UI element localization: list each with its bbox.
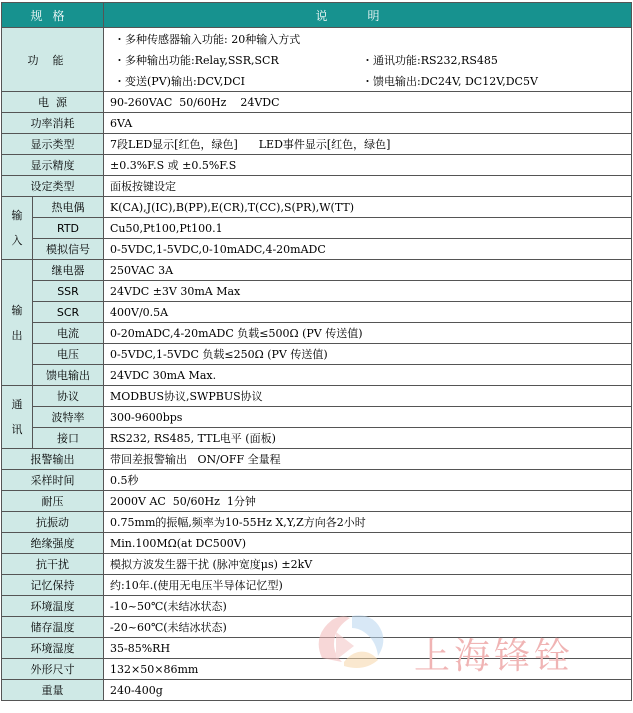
table-row: [2, 302, 632, 323]
row-label: 接口: [33, 428, 104, 449]
row-label: 协议: [33, 386, 104, 407]
row-value: 400V/0.5A: [104, 302, 632, 323]
row-value: 90-260VAC 50/60Hz 24VDC: [104, 92, 632, 113]
table-row: [2, 596, 632, 617]
row-label: RTD: [33, 218, 104, 239]
row-value: MODBUS协议,SWPBUS协议: [104, 386, 632, 407]
table-row: [2, 428, 632, 449]
table-row: [2, 92, 632, 113]
row-value: 0-5VDC,1-5VDC 负载≤250Ω (PV 传送值): [104, 344, 632, 365]
row-label: 绝缘强度: [2, 533, 104, 554]
table-row: [2, 470, 632, 491]
function-line-2-right: ・通讯功能:RS232,RS485: [362, 53, 498, 67]
watermark-text: 上海锋铨: [414, 636, 575, 677]
row-value: 300-9600bps: [104, 407, 632, 428]
table-row: [2, 680, 632, 701]
header-spec: 规格: [2, 3, 104, 28]
row-label: 继电器: [33, 260, 104, 281]
comm-group-label: 通 讯: [2, 386, 33, 449]
row-label: 环境湿度: [2, 638, 104, 659]
function-value: [104, 28, 632, 92]
row-label: 外形尺寸: [2, 659, 104, 680]
row-value: Min.100MΩ(at DC500V): [104, 533, 632, 554]
row-label: 电压: [33, 344, 104, 365]
table-row: [2, 218, 632, 239]
row-value: K(CA),J(IC),B(PP),E(CR),T(CC),S(PR),W(TT): [104, 197, 632, 218]
table-row: [2, 134, 632, 155]
row-value: 7段LED显示[红色，绿色] LED事件显示[红色，绿色]: [104, 134, 632, 155]
function-label: 功能: [2, 28, 104, 92]
row-value: 0-20mADC,4-20mADC 负载≤500Ω (PV 传送值): [104, 323, 632, 344]
row-value: 2000V AC 50/60Hz 1分钟: [104, 491, 632, 512]
table-row: [2, 281, 632, 302]
row-label: 功率消耗: [2, 113, 104, 134]
row-label: 抗振动: [2, 512, 104, 533]
table-row: [2, 386, 632, 407]
row-value: 24VDC ±3V 30mA Max: [104, 281, 632, 302]
row-label: 模拟信号: [33, 239, 104, 260]
row-label: 波特率: [33, 407, 104, 428]
input-group-label: 输 入: [2, 197, 33, 260]
header-desc: 说明: [104, 3, 632, 28]
table-row: [2, 638, 632, 659]
row-label: SCR: [33, 302, 104, 323]
row-label: 耐压: [2, 491, 104, 512]
row-value: 35-85%RH: [104, 638, 632, 659]
row-value: Cu50,Pt100,Pt100.1: [104, 218, 632, 239]
row-value: 24VDC 30mA Max.: [104, 365, 632, 386]
row-label: 显示类型: [2, 134, 104, 155]
header-row: [2, 3, 632, 28]
row-value: 带回差报警输出 ON/OFF 全量程: [104, 449, 632, 470]
table-row: [2, 533, 632, 554]
function-line-3-left: ・变送(PV)输出:DCV,DCI: [114, 74, 245, 88]
row-label: 显示精度: [2, 155, 104, 176]
table-row: [2, 512, 632, 533]
row-label: 记忆保持: [2, 575, 104, 596]
row-value: 250VAC 3A: [104, 260, 632, 281]
table-row: [2, 176, 632, 197]
row-value: -20~60℃(未结冰状态): [104, 617, 632, 638]
row-label: 电流: [33, 323, 104, 344]
function-line-3-right: ・馈电输出:DC24V, DC12V,DC5V: [362, 74, 538, 88]
row-value: RS232, RS485, TTL电平 (面板): [104, 428, 632, 449]
function-line-2-left: ・多种输出功能:Relay,SSR,SCR: [114, 53, 279, 67]
row-value: ±0.3%F.S 或 ±0.5%F.S: [104, 155, 632, 176]
table-row: [2, 323, 632, 344]
row-label: SSR: [33, 281, 104, 302]
row-value: 6VA: [104, 113, 632, 134]
row-label: 馈电输出: [33, 365, 104, 386]
row-label: 抗干扰: [2, 554, 104, 575]
row-value: 0.5秒: [104, 470, 632, 491]
row-value: 240-400g: [104, 680, 632, 701]
table-row: [2, 617, 632, 638]
row-value: 0.75mm的振幅,频率为10-55Hz X,Y,Z方向各2小时: [104, 512, 632, 533]
row-value: -10~50℃(未结冰状态): [104, 596, 632, 617]
row-label: 环境温度: [2, 596, 104, 617]
row-label: 采样时间: [2, 470, 104, 491]
table-row: [2, 449, 632, 470]
row-label: 报警输出: [2, 449, 104, 470]
table-row: [2, 554, 632, 575]
function-row: [2, 28, 632, 92]
row-label: 电 源: [2, 92, 104, 113]
row-label: 储存温度: [2, 617, 104, 638]
row-value: 0-5VDC,1-5VDC,0-10mADC,4-20mADC: [104, 239, 632, 260]
row-label: 设定类型: [2, 176, 104, 197]
table-row: [2, 491, 632, 512]
row-value: 面板按键设定: [104, 176, 632, 197]
table-row: [2, 155, 632, 176]
table-row: [2, 365, 632, 386]
row-value: 约:10年.(使用无电压半导体记忆型): [104, 575, 632, 596]
spec-table: [1, 2, 632, 701]
table-row: [2, 575, 632, 596]
row-label: 热电偶: [33, 197, 104, 218]
table-row: [2, 113, 632, 134]
row-value: 132×50×86mm: [104, 659, 632, 680]
table-row: [2, 197, 632, 218]
table-row: [2, 659, 632, 680]
output-group-label: 输 出: [2, 260, 33, 386]
table-row: [2, 407, 632, 428]
table-row: [2, 239, 632, 260]
row-label: 重量: [2, 680, 104, 701]
function-line-1: ・多种传感器输入功能: 20种输入方式: [114, 32, 301, 46]
row-value: 模拟方波发生器干扰 (脉冲宽度μs) ±2kV: [104, 554, 632, 575]
table-row: [2, 260, 632, 281]
table-row: [2, 344, 632, 365]
